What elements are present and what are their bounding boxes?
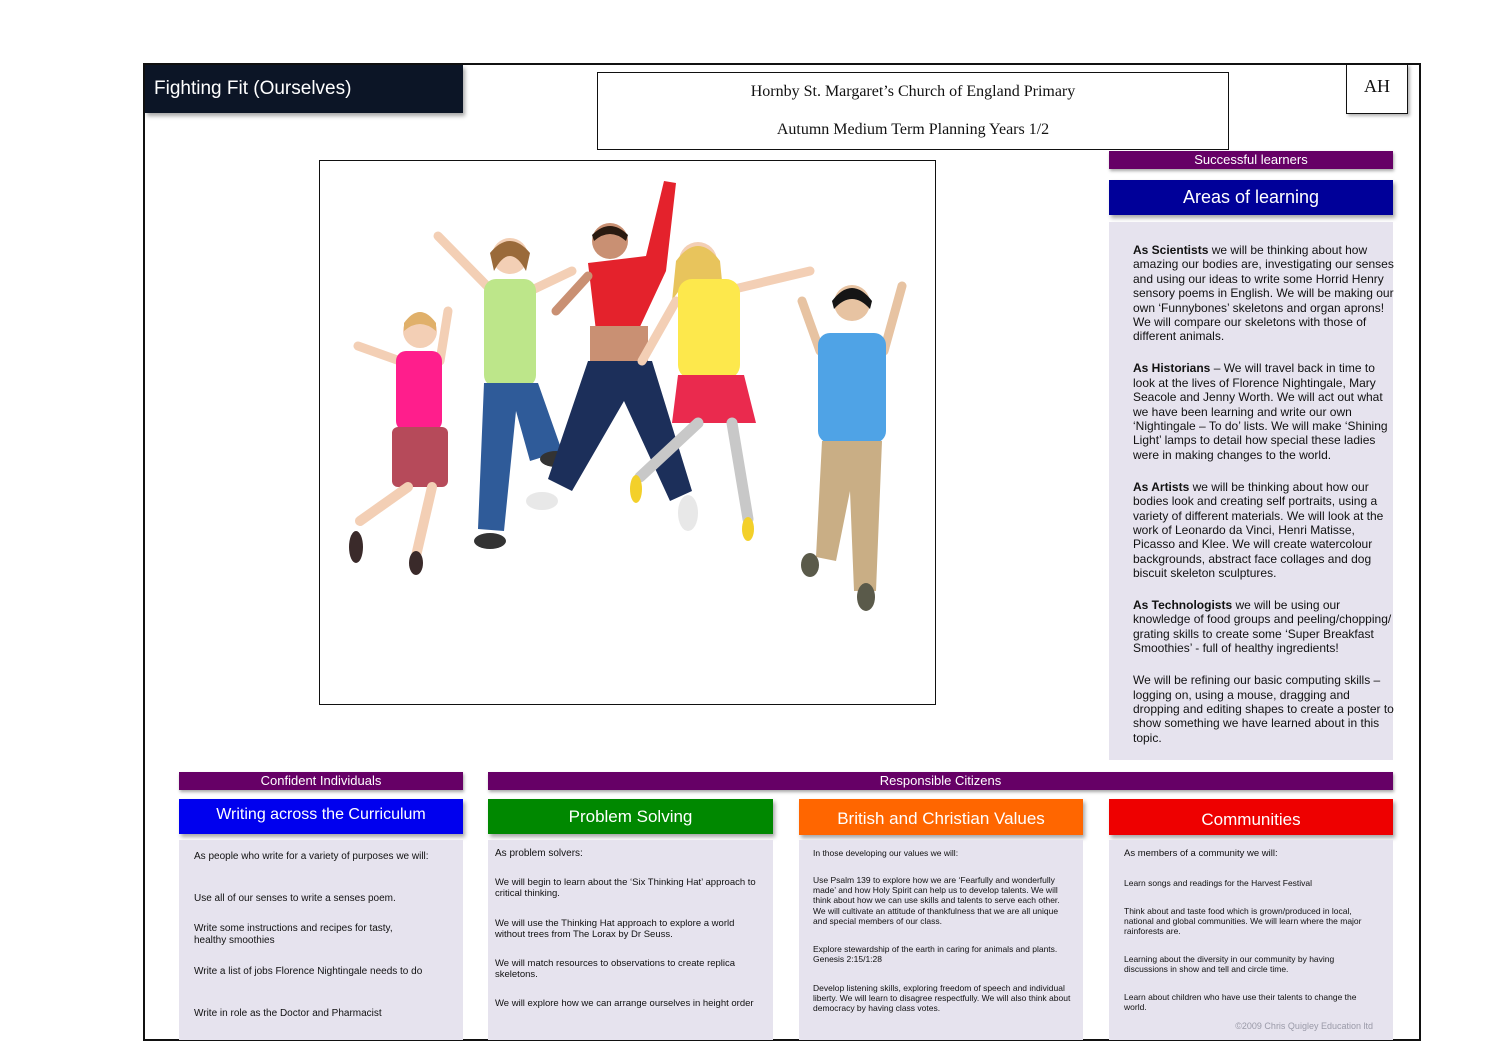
problem-item: As problem solvers:	[495, 848, 583, 859]
children-jumping-illustration	[320, 161, 934, 703]
areas-paragraph-science: As Scientists we will be thinking about how amazing our bodies are, investigating our senses and using our ideas to write some Horrid Henry sensory poems in English. We will be making our own ‘Funnybones’ skeletons and organ aprons! We will compare our skeletons with those of different animals.	[1133, 243, 1394, 344]
category-successful-learners: Successful learners	[1109, 151, 1393, 169]
writing-heading: Writing across the Curriculum	[179, 799, 463, 834]
areas-paragraph-art: As Artists we will be thinking about how our bodies look and creating self portraits, using a variety of different materials. We will look at the work of Leonardo da Vinci, Henri Matisse, Picasso and Klee. We will create watercolour backgrounds, abstract face collages and dog biscuit skeleton sculptures.	[1133, 479, 1384, 581]
child-figure-pink	[349, 311, 448, 575]
values-heading: British and Christian Values	[799, 799, 1083, 835]
writing-item: Write a list of jobs Florence Nightingale needs to do	[194, 966, 423, 977]
copyright-footer: ©2009 Chris Quigley Education ltd	[1235, 1021, 1373, 1031]
teacher-initials: AH	[1346, 64, 1408, 114]
plan-title: Autumn Medium Term Planning Years 1/2	[776, 121, 1050, 138]
children-jumping-photo	[319, 160, 936, 705]
problem-item: We will match resources to observations to create replica skeletons.	[495, 958, 736, 980]
problem-item: We will explore how we can arrange ourselves in height order	[495, 998, 754, 1009]
school-name: Hornby St. Margaret’s Church of England Primary	[750, 83, 1076, 100]
writing-item: Use all of our senses to write a senses poem.	[194, 893, 396, 904]
problem-solving-heading: Problem Solving	[488, 799, 773, 834]
communities-item: Learn about children who have use their talents to change the world.	[1124, 992, 1357, 1012]
writing-item: Write in role as the Doctor and Pharmacist	[194, 1008, 382, 1019]
areas-paragraph-technology: As Technologists we will be using our knowledge of food groups and peeling/chopping/ grating skills to create some ‘Super Breakfast Smoothies’ - full of healthy ingredients!	[1133, 598, 1392, 656]
values-item: Develop listening skills, exploring freedom of speech and individual liberty. We will learn to disagree respectfully. We will also think about democracy by having class votes.	[813, 983, 1071, 1014]
areas-of-learning-text	[1133, 243, 1397, 763]
writing-item: As people who write for a variety of purposes we will:	[194, 851, 429, 862]
communities-item: As members of a community we will:	[1124, 848, 1278, 859]
communities-item: Learn songs and readings for the Harvest Festival	[1124, 878, 1313, 888]
writing-item: Write some instructions and recipes for tasty, healthy smoothies	[194, 923, 393, 946]
category-confident-individuals: Confident Individuals	[179, 772, 463, 790]
child-figure-blue	[801, 285, 902, 611]
communities-item: Think about and taste food which is grown/produced in local, national and global communities. We will learn where the major rainforests are.	[1124, 906, 1362, 936]
topic-title: Fighting Fit (Ourselves)	[145, 65, 463, 113]
problem-solving-panel	[488, 840, 773, 1040]
communities-item: Learning about the diversity in our community by having discussions in show and tell and circle time.	[1124, 954, 1335, 974]
problem-item: We will begin to learn about the ‘Six Thinking Hat’ approach to critical thinking.	[495, 877, 756, 899]
areas-paragraph-computing: We will be refining our basic computing skills – logging on, using a mouse, dragging and dropping and editing shapes to create a poster to show something we have learned about in this topic.	[1133, 673, 1394, 745]
values-item: Explore stewardship of the earth in caring for animals and plants. Genesis 2:15/1:28	[813, 944, 1058, 965]
category-responsible-citizens: Responsible Citizens	[488, 772, 1393, 790]
problem-item: We will use the Thinking Hat approach to explore a world without trees from The Lorax by Dr Seuss.	[495, 918, 735, 940]
communities-heading: Communities	[1109, 799, 1393, 835]
values-item: Use Psalm 139 to explore how we are ‘Fearfully and wonderfully made’ and how Holy Spirit can help us to develop talents. We will think about how we can use skills and talents to serve each other. We will cultivate an attitude of thankfulness that we are all unique and special members of our class.	[813, 875, 1060, 926]
school-header-box	[597, 72, 1229, 150]
areas-paragraph-history: As Historians – We will travel back in time to look at the lives of Florence Nightingale, Mary Seacole and Jenny Worth. We will act out what we have been learning and write our own ‘Nightingale – To do’ lists. We will make ‘Shining Light’ lamps to detail how special these ladies were in making changes to the world.	[1133, 361, 1388, 462]
values-item: In those developing our values we will:	[813, 848, 959, 858]
areas-of-learning-heading: Areas of learning	[1109, 180, 1393, 215]
child-figure-red	[526, 181, 698, 531]
